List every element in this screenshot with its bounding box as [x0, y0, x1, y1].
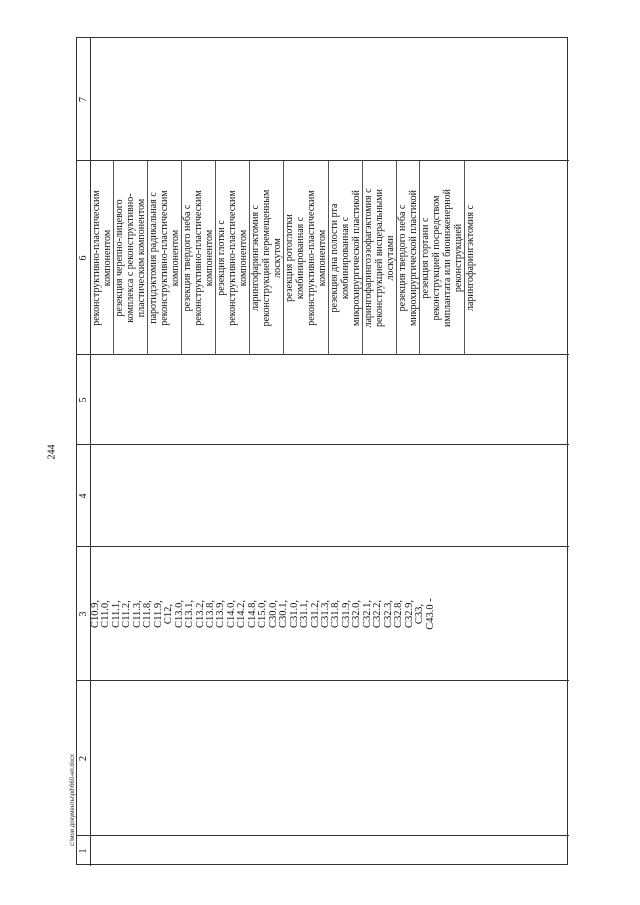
- icd-code: C31.2,: [309, 600, 321, 629]
- icd-codes-column: [91, 547, 436, 681]
- icd-code: C14.2,: [236, 600, 248, 629]
- icd-code: C31.9,: [340, 600, 352, 629]
- icd-code: C32.3,: [382, 600, 394, 629]
- icd-code: C11.2,: [121, 600, 133, 628]
- table-rotated-canvas: [77, 38, 569, 866]
- column-divider: [77, 835, 569, 836]
- page-number: 244: [46, 444, 58, 460]
- icd-code: C33,: [414, 603, 426, 625]
- icd-code: C31.3,: [319, 600, 331, 629]
- icd-code: C32.2,: [372, 600, 384, 629]
- icd-code: C32.8,: [393, 600, 405, 629]
- header-col-1: 1: [78, 848, 89, 854]
- icd-code: C31.0,: [288, 600, 300, 629]
- icd-code: C11.9,: [152, 600, 164, 628]
- icd-code: C31.1,: [299, 600, 311, 629]
- header-col-2: 2: [78, 756, 89, 761]
- icd-code: C11.0,: [100, 600, 112, 628]
- header-col-6: 6: [78, 255, 89, 261]
- column-divider: [77, 444, 569, 445]
- treatment-entry: ларингофарингэктомия с: [465, 205, 476, 311]
- treatment-entry: резекция ротоглотки комбинированная с реконструктивно-пластическим компонентом: [284, 161, 329, 355]
- icd-code: C10.9,: [90, 600, 101, 629]
- header-col-7: 7: [78, 97, 89, 102]
- icd-code: C30.0,: [267, 600, 279, 629]
- header-col-3: 3: [78, 611, 89, 617]
- icd-code: C11.3,: [131, 600, 143, 628]
- treatment-entry: резекция дна полости рта комбинированная с микрохирургической пластикой: [329, 161, 363, 355]
- footer-file-path: c:\мои документы\pd\660-нп.docx: [70, 753, 76, 847]
- icd-code: C11.8,: [142, 600, 154, 628]
- icd-code: C15.0,: [257, 600, 269, 629]
- rotated-table: [76, 37, 568, 865]
- treatment-methods-column: [91, 161, 476, 355]
- treatment-entry: ларингофарингэктомия с реконструкцией перемещенным лоскутом: [250, 161, 284, 355]
- icd-code: C30.1,: [278, 600, 290, 629]
- treatment-entry: реконструктивно-пластическим компонентом: [91, 161, 114, 355]
- treatment-entry: резекция черепно-лицевого комплекса с реконструктивно- пластическим компонентом: [114, 161, 148, 355]
- treatment-entry: резекция гортани с реконструкцией посредством имплантата или биоинженерной реконструкцией: [420, 161, 465, 355]
- header-col-4: 4: [78, 493, 89, 499]
- treatment-entry: резекция твердого неба с реконструктивно-пластическим компонентом: [182, 161, 216, 355]
- icd-code: C32.0,: [351, 600, 363, 629]
- treatment-entry: паротидэктомия радикальная с реконструктивно-пластическим компонентом: [148, 161, 182, 355]
- icd-code: C14.8,: [246, 600, 258, 629]
- icd-code: C14.0,: [225, 600, 237, 629]
- icd-code: C13.1,: [184, 600, 196, 629]
- treatment-entry: ларингофарингоэзофагэктомия с реконструкцией висцеральными лоскутами: [363, 161, 397, 355]
- icd-code: C13.9,: [215, 600, 227, 629]
- icd-code: C13.2,: [194, 600, 206, 629]
- header-col-5: 5: [78, 397, 89, 403]
- icd-code: C12,: [163, 603, 175, 625]
- icd-code: C31.8,: [330, 600, 342, 629]
- icd-code: C13.8,: [204, 600, 216, 629]
- icd-code: C43.0 -: [424, 598, 436, 630]
- icd-code: C32.1,: [361, 600, 373, 629]
- icd-code: C11.1,: [110, 600, 122, 628]
- icd-code: C13.0,: [173, 600, 185, 629]
- treatment-entry: резекция твердого неба с микрохирургической пластикой: [397, 161, 420, 355]
- icd-code: C32.9,: [403, 600, 415, 629]
- treatment-entry: резекция глотки с реконструктивно-пластическим компонентом: [216, 161, 250, 355]
